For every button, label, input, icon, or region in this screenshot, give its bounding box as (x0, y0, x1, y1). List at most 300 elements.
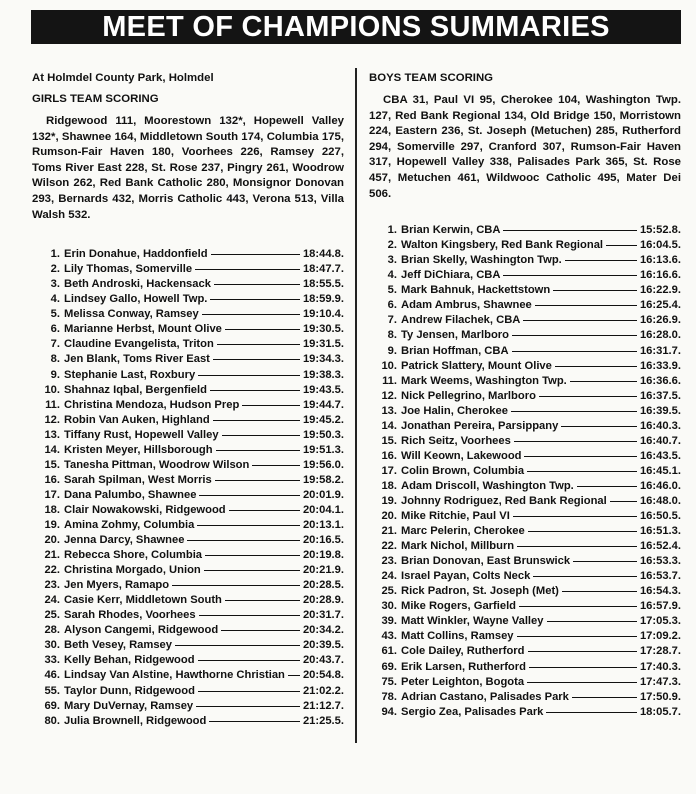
result-row (369, 675, 681, 690)
result-row (32, 488, 344, 503)
result-place: 6. (50, 323, 60, 336)
result-runner: Brian Kerwin, CBA (401, 224, 501, 237)
result-place: 20. (44, 534, 60, 547)
leader-line (198, 691, 300, 692)
result-runner: Peter Leighton, Bogota (401, 675, 525, 688)
result-place: 17. (381, 464, 397, 477)
result-time: 16:54.3. (639, 585, 681, 598)
leader-line (572, 697, 637, 698)
result-time: 19:51.3. (302, 443, 344, 456)
leader-line (217, 344, 300, 345)
result-time: 16:53.7. (639, 570, 681, 583)
result-time: 16:46.0. (639, 479, 681, 492)
result-runner: Israel Payan, Colts Neck (401, 570, 531, 583)
result-runner: Amina Zohmy, Columbia (64, 519, 195, 531)
leader-line (198, 375, 300, 376)
result-place: 3. (387, 254, 397, 267)
leader-line (503, 275, 636, 276)
result-row (369, 524, 681, 539)
result-time: 16:16.6. (639, 269, 681, 282)
leader-line (187, 540, 300, 541)
leader-line (577, 486, 637, 487)
leader-line (175, 645, 300, 646)
result-time: 16:48.0. (639, 495, 681, 507)
result-time: 19:45.2. (302, 413, 344, 426)
leader-line (199, 495, 300, 496)
leader-line (213, 359, 300, 360)
result-row (369, 313, 681, 328)
leader-line (205, 555, 300, 556)
result-runner: Lily Thomas, Somerville (64, 263, 193, 276)
result-place: 21. (381, 525, 397, 538)
result-row (369, 509, 681, 524)
result-time: 20:28.5. (302, 579, 344, 592)
leader-line (213, 420, 300, 421)
result-place: 33. (44, 654, 60, 667)
result-place: 80. (44, 714, 60, 727)
result-place: 10. (44, 383, 60, 396)
result-row (369, 479, 681, 494)
result-place: 61. (381, 645, 397, 658)
result-runner: Beth Androski, Hackensack (64, 278, 211, 291)
result-row (369, 359, 681, 374)
result-runner: Claudine Evangelista, Triton (64, 338, 214, 351)
result-time: 20:39.5. (302, 639, 344, 652)
result-time: 16:28.0. (639, 329, 681, 342)
result-runner: Casie Kerr, Middletown South (64, 594, 222, 607)
leader-line (562, 591, 637, 592)
leader-line (196, 706, 300, 707)
result-place: 5. (50, 308, 60, 321)
result-place: 30. (381, 600, 397, 613)
result-row (32, 337, 344, 352)
result-place: 13. (381, 404, 397, 417)
result-place: 19. (381, 495, 397, 507)
boys-column (369, 68, 681, 720)
result-time: 16:22.9. (639, 284, 681, 297)
leader-line (513, 516, 637, 517)
result-runner: Rick Padron, St. Joseph (Met) (401, 585, 559, 598)
result-time: 20:34.2. (302, 624, 344, 637)
result-runner: Andrew Filachek, CBA (401, 314, 521, 327)
result-time: 20:19.8. (302, 549, 344, 562)
result-runner: Lindsay Van Alstine, Hawthorne Christian (64, 669, 285, 682)
result-row (369, 690, 681, 705)
result-time: 16:53.3. (639, 555, 681, 568)
result-row (32, 548, 344, 563)
girls-team-scoring-heading: GIRLS TEAM SCORING (32, 93, 159, 105)
result-runner: Shahnaz Iqbal, Bergenfield (64, 383, 207, 396)
result-runner: Rich Seitz, Voorhees (401, 434, 511, 447)
result-time: 21:12.7. (302, 699, 344, 712)
result-row (32, 307, 344, 322)
result-place: 28. (44, 624, 60, 637)
result-time: 18:55.5. (302, 278, 344, 291)
leader-line (519, 606, 637, 607)
result-place: 2. (50, 263, 60, 276)
result-row (32, 563, 344, 578)
result-time: 19:58.2. (302, 473, 344, 486)
result-runner: Tanesha Pittman, Woodrow Wilson (64, 458, 250, 471)
result-time: 16:57.9. (639, 600, 681, 613)
result-runner: Beth Vesey, Ramsey (64, 639, 173, 652)
result-runner: Clair Nowakowski, Ridgewood (64, 503, 226, 516)
leader-line (517, 546, 637, 547)
result-time: 17:50.9. (639, 690, 681, 703)
result-time: 17:09.2. (639, 630, 681, 643)
leader-line (288, 675, 300, 676)
result-time: 20:43.7. (302, 654, 344, 667)
result-place: 14. (44, 443, 60, 456)
result-row (32, 458, 344, 473)
result-runner: Kristen Meyer, Hillsborough (64, 443, 213, 456)
result-row (32, 608, 344, 623)
leader-line (211, 254, 300, 255)
leader-line (199, 615, 300, 616)
result-place: 11. (382, 374, 397, 387)
leader-line (514, 441, 637, 442)
result-place: 12. (381, 389, 397, 402)
result-runner: Mark Nichol, Millburn (401, 540, 515, 553)
result-place: 78. (381, 690, 397, 703)
result-row (32, 653, 344, 668)
leader-line (215, 480, 300, 481)
result-row (32, 503, 344, 518)
result-place: 11. (45, 398, 60, 411)
result-row (32, 699, 344, 714)
result-runner: Brian Donovan, East Brunswick (401, 555, 571, 568)
result-runner: Melissa Conway, Ramsey (64, 308, 199, 321)
leader-line (517, 636, 637, 637)
result-time: 16:33.9. (639, 359, 681, 372)
result-place: 39. (381, 615, 397, 628)
leader-line (528, 531, 637, 532)
result-place: 3. (50, 278, 60, 291)
result-place: 43. (381, 630, 397, 643)
leader-line (202, 314, 300, 315)
result-row (369, 554, 681, 569)
leader-line (610, 501, 637, 502)
result-time: 16:31.7. (639, 344, 681, 357)
result-row (32, 578, 344, 593)
result-place: 69. (381, 660, 397, 673)
result-row (32, 623, 344, 638)
result-time: 16:43.5. (639, 449, 681, 462)
result-time: 19:34.3. (302, 353, 344, 366)
result-time: 16:51.3. (639, 525, 681, 538)
result-row (369, 434, 681, 449)
result-row (32, 292, 344, 307)
result-place: 8. (50, 353, 60, 366)
result-place: 5. (387, 284, 397, 297)
result-runner: Patrick Slattery, Mount Olive (401, 359, 552, 372)
leader-line (524, 456, 636, 457)
result-place: 15. (381, 434, 397, 447)
result-time: 20:21.9. (302, 564, 344, 577)
result-time: 16:40.3. (639, 419, 681, 432)
result-runner: Julia Brownell, Ridgewood (64, 714, 207, 727)
result-place: 8. (387, 329, 397, 342)
leader-line (198, 660, 300, 661)
result-time: 15:52.8. (639, 224, 681, 237)
result-row (369, 494, 681, 509)
result-place: 22. (44, 564, 60, 577)
column-divider (355, 68, 357, 743)
result-place: 24. (381, 570, 397, 583)
leader-line (229, 510, 300, 511)
result-row (369, 253, 681, 268)
result-row (369, 238, 681, 253)
result-runner: Matt Collins, Ramsey (401, 630, 514, 643)
leader-line (221, 630, 300, 631)
leader-line (533, 576, 637, 577)
result-place: 1. (387, 224, 397, 237)
result-place: 12. (44, 413, 60, 426)
result-time: 19:10.4. (302, 308, 344, 321)
result-time: 16:26.9. (639, 314, 681, 327)
leader-line (553, 290, 637, 291)
result-runner: Alyson Cangemi, Ridgewood (64, 624, 219, 637)
leader-line (529, 667, 637, 668)
result-time: 19:44.7. (302, 398, 344, 411)
leader-line (216, 450, 300, 451)
result-row (32, 398, 344, 413)
leader-line (565, 260, 637, 261)
result-time: 19:56.0. (302, 458, 344, 471)
result-runner: Jonathan Pereira, Parsippany (401, 419, 559, 432)
result-runner: Will Keown, Lakewood (401, 449, 522, 462)
leader-line (209, 721, 300, 722)
result-runner: Sarah Rhodes, Voorhees (64, 609, 196, 622)
leader-line (197, 525, 300, 526)
leader-line (570, 381, 637, 382)
result-place: 1. (50, 248, 60, 261)
result-runner: Marc Pelerin, Cherokee (401, 525, 525, 538)
leader-line (512, 335, 637, 336)
result-row (32, 684, 344, 699)
result-runner: Johnny Rodriguez, Red Bank Regional (401, 495, 607, 507)
result-runner: Sergio Zea, Palisades Park (401, 705, 544, 718)
result-place: 30. (44, 639, 60, 652)
result-time: 16:37.5. (639, 389, 681, 402)
result-row (369, 344, 681, 359)
result-row (32, 322, 344, 337)
leader-line (242, 405, 300, 406)
result-runner: Stephanie Last, Roxbury (64, 368, 196, 381)
result-runner: Erin Donahue, Haddonfield (64, 248, 208, 261)
result-runner: Marianne Herbst, Mount Olive (64, 323, 222, 336)
result-place: 19. (44, 519, 60, 531)
result-runner: Ty Jensen, Marlboro (401, 329, 509, 342)
result-runner: Walton Kingsbery, Red Bank Regional (401, 239, 604, 252)
leader-line (606, 245, 637, 246)
result-runner: Erik Larsen, Rutherford (401, 660, 526, 673)
result-time: 19:31.5. (302, 338, 344, 351)
leader-line (252, 465, 300, 466)
girls-team-scoring-text: Ridgewood 111, Moorestown 132*, Hopewell Valley 132*, Shawnee 164, Middletown South 174, Columbia 175, Rumson-Fair Haven 180, Voorhees 226, Ramsey 227, Toms River East 228, St. Rose 237, Pingry 261, Woodrow Wilson 262, Red Bank Catholic 280, Monsignor Donovan 293, Bernards 432, Morris Catholic 443, Verona 513, Villa Walsh 532. (32, 115, 344, 221)
result-row (32, 593, 344, 608)
girls-column (32, 68, 344, 729)
result-runner: Mike Rogers, Garfield (401, 600, 517, 613)
result-runner: Joe Halin, Cherokee (401, 404, 508, 417)
leader-line (547, 621, 637, 622)
result-time: 21:25.5. (302, 714, 344, 727)
result-place: 21. (44, 549, 60, 562)
result-time: 19:30.5. (302, 323, 344, 336)
result-time: 18:05.7. (639, 705, 681, 718)
result-runner: Kelly Behan, Ridgewood (64, 654, 195, 667)
result-runner: Jeff DiChiara, CBA (401, 269, 501, 282)
page-title: MEET OF CHAMPIONS SUMMARIES (31, 10, 681, 44)
boys-results-list (369, 223, 681, 720)
result-row (32, 638, 344, 653)
result-time: 20:54.8. (302, 669, 344, 682)
result-time: 16:40.7. (639, 434, 681, 447)
result-row (369, 449, 681, 464)
result-row (32, 668, 344, 683)
result-row (369, 223, 681, 238)
result-runner: Brian Skelly, Washington Twp. (401, 254, 562, 267)
result-place: 69. (44, 699, 60, 712)
result-runner: Matt Winkler, Wayne Valley (401, 615, 544, 628)
result-place: 46. (44, 669, 60, 682)
result-place: 25. (44, 609, 60, 622)
result-row (369, 569, 681, 584)
result-row (369, 328, 681, 343)
leader-line (512, 351, 637, 352)
result-row (32, 714, 344, 729)
result-row (32, 247, 344, 262)
result-runner: Jen Myers, Ramapo (64, 579, 170, 592)
result-time: 16:50.5. (639, 510, 681, 523)
result-place: 18. (381, 479, 397, 492)
boys-team-scoring-heading: BOYS TEAM SCORING (369, 72, 494, 84)
result-place: 75. (381, 675, 397, 688)
leader-line (222, 435, 300, 436)
result-row (369, 705, 681, 720)
result-row (32, 473, 344, 488)
meet-location: At Holmdel County Park, Holmdel (32, 72, 214, 84)
result-row (369, 404, 681, 419)
result-runner: Rebecca Shore, Columbia (64, 549, 203, 562)
result-runner: Adrian Castano, Palisades Park (401, 690, 569, 703)
result-place: 23. (44, 579, 60, 592)
leader-line (555, 366, 637, 367)
result-row (369, 419, 681, 434)
result-row (32, 428, 344, 443)
result-place: 16. (44, 473, 60, 486)
result-row (32, 262, 344, 277)
leader-line (535, 305, 637, 306)
result-time: 20:01.9. (302, 488, 344, 501)
result-place: 17. (44, 488, 60, 501)
result-row (32, 518, 344, 533)
leader-line (210, 390, 300, 391)
result-time: 17:28.7. (639, 645, 681, 658)
leader-line (204, 570, 300, 571)
result-runner: Adam Driscoll, Washington Twp. (401, 479, 574, 492)
result-place: 14. (381, 419, 397, 432)
result-time: 20:13.1. (302, 519, 344, 531)
result-runner: Christina Morgado, Union (64, 564, 201, 577)
result-row (369, 389, 681, 404)
result-place: 22. (381, 540, 397, 553)
result-place: 9. (50, 368, 60, 381)
result-runner: Robin Van Auken, Highland (64, 413, 210, 426)
result-row (369, 660, 681, 675)
result-time: 16:04.5. (639, 239, 681, 252)
result-place: 7. (387, 314, 397, 327)
leader-line (561, 426, 637, 427)
result-runner: Jen Blank, Toms River East (64, 353, 210, 366)
boys-team-scoring-text: CBA 31, Paul VI 95, Cherokee 104, Washington Twp. 127, Red Bank Regional 134, Old Bridge 150, Morristown 224, Eastern 236, St. Joseph (Metuchen) 285, Rutherford 294, Somerville 297, Cranford 307, Rumson-Fair Haven 317, Hopewell Valley 338, Palisades Park 365, St. Rose 457, Metuchen 461, Wildwooc Catholic 495, Mater Dei 506. (369, 94, 681, 200)
leader-line (527, 682, 637, 683)
result-row (369, 584, 681, 599)
result-row (369, 298, 681, 313)
result-place: 13. (44, 428, 60, 441)
result-time: 21:02.2. (302, 684, 344, 697)
result-runner: Mike Ritchie, Paul VI (401, 510, 510, 523)
result-time: 16:36.6. (639, 374, 681, 387)
result-runner: Sarah Spilman, West Morris (64, 473, 212, 486)
result-runner: Jenna Darcy, Shawnee (64, 534, 185, 547)
result-place: 25. (381, 585, 397, 598)
result-place: 10. (381, 359, 397, 372)
result-row (32, 443, 344, 458)
result-runner: Colin Brown, Columbia (401, 464, 525, 477)
result-runner: Nick Pellegrino, Marlboro (401, 389, 536, 402)
result-time: 19:50.3. (302, 428, 344, 441)
result-place: 18. (44, 503, 60, 516)
result-time: 19:43.5. (302, 383, 344, 396)
leader-line (573, 561, 637, 562)
leader-line (503, 230, 636, 231)
result-row (369, 539, 681, 554)
result-time: 16:45.1. (639, 464, 681, 477)
result-row (32, 352, 344, 367)
result-runner: Mark Bahnuk, Hackettstown (401, 284, 551, 297)
result-row (369, 644, 681, 659)
result-time: 16:39.5. (639, 404, 681, 417)
result-runner: Christina Mendoza, Hudson Prep (64, 398, 240, 411)
result-row (369, 374, 681, 389)
result-place: 6. (387, 299, 397, 312)
result-time: 19:38.3. (302, 368, 344, 381)
leader-line (210, 299, 300, 300)
leader-line (523, 320, 637, 321)
result-time: 16:25.4. (639, 299, 681, 312)
result-time: 17:05.3. (639, 615, 681, 628)
result-runner: Taylor Dunn, Ridgewood (64, 684, 195, 697)
result-time: 20:04.1. (302, 503, 344, 516)
result-place: 4. (387, 269, 397, 282)
result-time: 18:44.8. (302, 248, 344, 261)
leader-line (539, 396, 637, 397)
result-time: 17:47.3. (639, 675, 681, 688)
result-runner: Mark Weems, Washington Twp. (401, 374, 567, 387)
leader-line (225, 329, 300, 330)
result-place: 94. (381, 705, 397, 718)
leader-line (195, 269, 300, 270)
leader-line (214, 284, 300, 285)
result-time: 16:52.4. (639, 540, 681, 553)
result-row (369, 283, 681, 298)
result-time: 17:40.3. (639, 660, 681, 673)
leader-line (225, 600, 300, 601)
result-runner: Lindsey Gallo, Howell Twp. (64, 293, 208, 306)
result-runner: Brian Hoffman, CBA (401, 344, 509, 357)
result-place: 2. (387, 239, 397, 252)
